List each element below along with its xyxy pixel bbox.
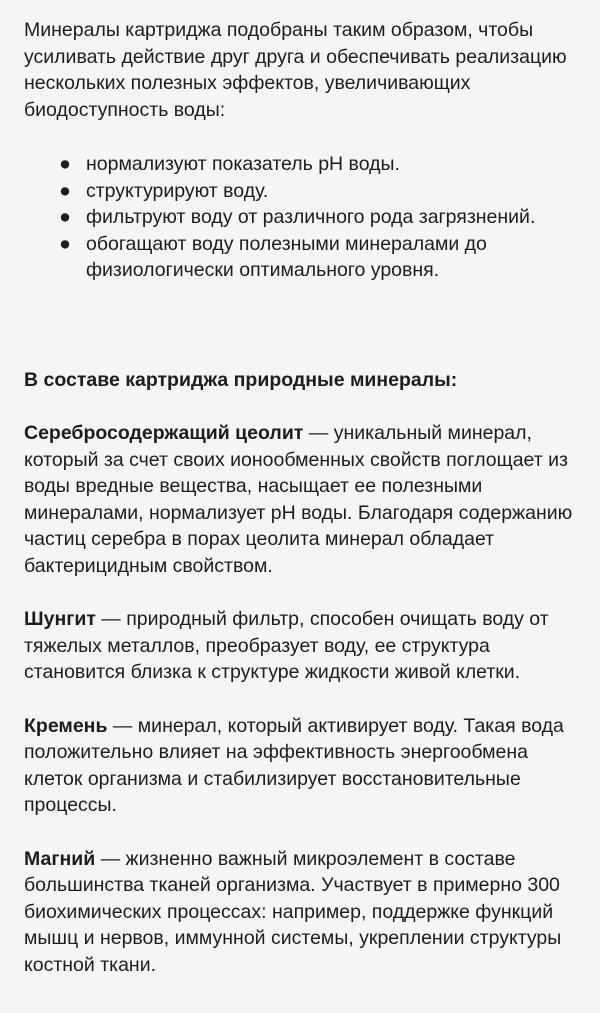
mineral-magnesium [24,846,578,979]
mineral-name: Кремень [24,714,108,737]
list-item-text: обогащают воду полезными минералами до физиологически оптимального уровня. [86,232,487,281]
list-item-text: структурируют воду. [86,179,269,202]
bullet-icon: ● [59,153,71,175]
mineral-name: Серебросодержащий цеолит [24,422,304,444]
list-item [59,151,578,178]
mineral-description: — жизненно важный микроэлемент в составе большинства тканей организма. Участвует в примерно 300 биохимических процессах: например, поддержке функций мышц и нервов, иммунной системы, укреплении структуры костной ткани. [24,847,562,976]
mineral-description: — уникальный минерал, который за счет своих ионообменных свойств поглощает из воды вредные вещества, насыщает ее полезными минералами, нормализует pH воды. Благодаря содержанию частиц серебра в порах цеолита минерал обладает бактерицидным свойством. [24,422,573,577]
intro-paragraph: Минералы картриджа подобраны таким образом, чтобы усиливать действие друг друга и обеспечивать реализацию нескольких полезных эффектов, увеличивающих биодоступность воды: [24,19,567,121]
bullet-icon: ● [59,179,71,202]
mineral-description: — минерал, который активирует воду. Такая вода положительно влияет на эффективность энергообмена клеток организма и стабилизирует восстановительные процессы. [24,714,564,816]
mineral-name: Шунгит [24,608,96,630]
bullet-icon: ● [59,206,71,228]
bullet-icon: ● [59,232,71,255]
mineral-name: Магний [24,847,96,870]
mineral-flint [24,713,578,819]
list-item [59,178,578,205]
mineral-description: — природный фильтр, способен очищать воду от тяжелых металлов, преобразует воду, ее структура становится близка к структуре жидкости живой клетки. [24,608,549,683]
list-item-text: нормализуют показатель pH воды. [86,153,400,175]
mineral-shungite [24,606,578,686]
section-heading: В составе картриджа природные минералы: [24,368,458,391]
mineral-zeolite [24,420,578,579]
benefits-list [24,151,578,284]
list-item [59,204,578,231]
list-item-text: фильтруют воду от различного рода загрязнений. [86,206,536,228]
list-item [59,231,578,284]
